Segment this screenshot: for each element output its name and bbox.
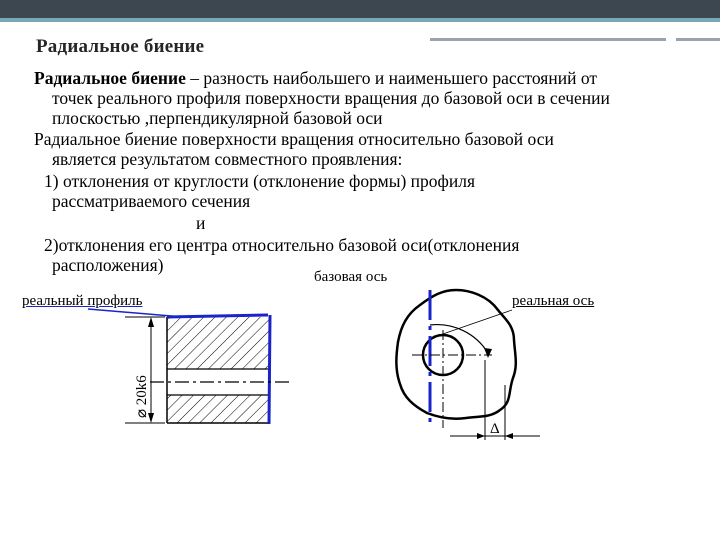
term-radial-runout: Радиальное биение: [34, 68, 186, 88]
base-radius-arc: [430, 325, 488, 353]
list-item-2-line1: 2)отклонения его центра относительно базовой оси(отклонения: [44, 235, 520, 255]
base-axis-label: базовая ось: [314, 269, 388, 285]
real-profile-label: реальный профиль: [22, 293, 143, 309]
cross-section: [396, 290, 540, 440]
list-item-1-line1: 1) отклонения от круглости (отклонение формы) профиля: [44, 171, 476, 191]
delta-label: Δ: [490, 421, 500, 437]
shaft-section: [88, 309, 292, 424]
delta-arrow-right: [505, 433, 513, 439]
shaft-hatch-lower: [167, 395, 270, 423]
list-item-2-line2: расположения): [52, 255, 164, 275]
base-radius-arrow: [484, 348, 492, 358]
conjunction-text: и: [196, 213, 206, 233]
real-profile-contour: [396, 290, 515, 419]
real-axis-label: реальная ось: [512, 293, 595, 309]
paragraph-cause-line2: является результатом совместного проявления:: [52, 149, 403, 169]
paragraph-cause-line1: Радиальное биение поверхности вращения относительно базовой оси: [34, 129, 554, 149]
real-profile-leader: [88, 309, 183, 317]
dimension-arrow-top: [148, 317, 154, 327]
paragraph-definition-line2: точек реального профиля поверхности вращения до базовой оси в сечении: [52, 88, 610, 108]
slide-title: Радиальное биение: [36, 36, 205, 57]
dimension-label: ⌀ 20k6: [134, 375, 150, 418]
real-axis-leader: [440, 310, 512, 335]
definition-text: – разность наибольшего и наименьшего расстояний от: [185, 68, 597, 88]
shaft-hatch-upper: [167, 317, 270, 369]
delta-arrow-left: [477, 433, 485, 439]
paragraph-definition-line3: плоскостью ,перпендикулярной базовой оси: [52, 108, 383, 128]
list-item-1-line2: рассматриваемого сечения: [52, 191, 251, 211]
